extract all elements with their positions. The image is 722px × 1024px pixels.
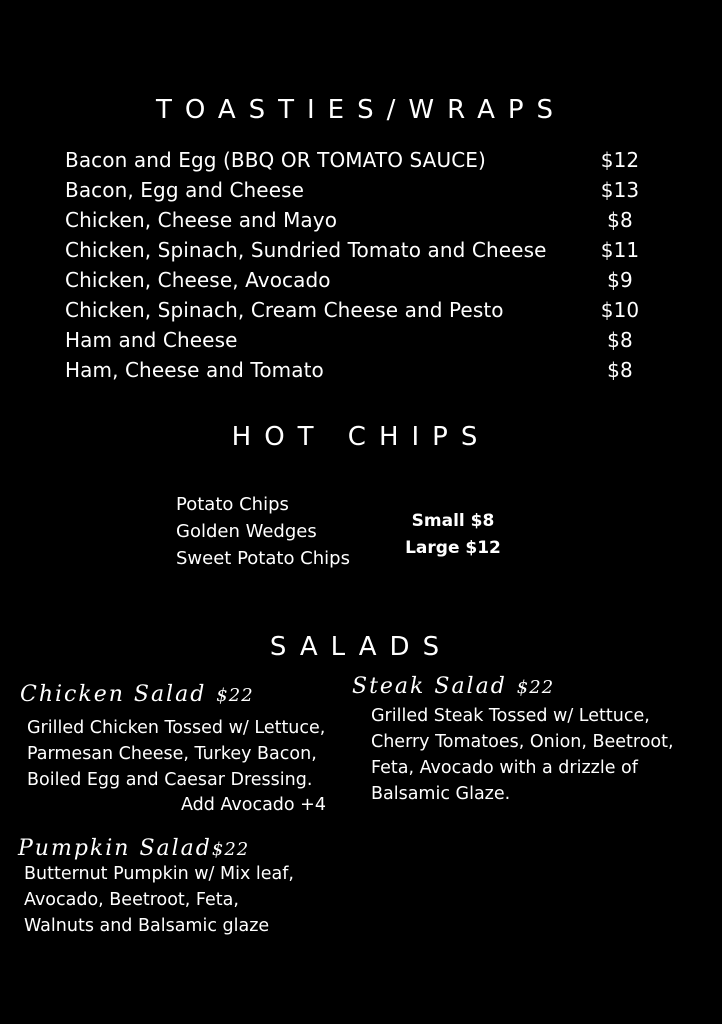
item-name: Bacon, Egg and Cheese bbox=[65, 178, 305, 202]
item-price: $8 bbox=[607, 328, 633, 352]
steak-salad-title bbox=[352, 674, 554, 699]
description-line: Butternut Pumpkin w/ Mix leaf, bbox=[24, 864, 294, 884]
salad-name: Pumpkin Salad bbox=[18, 836, 212, 861]
item-name: Chicken, Spinach, Sundried Tomato and Cheese bbox=[65, 238, 547, 262]
chicken-salad-title bbox=[20, 682, 254, 707]
hot-chips-list bbox=[176, 491, 350, 572]
item-name: Chicken, Spinach, Cream Cheese and Pesto bbox=[65, 298, 504, 322]
description-line: Parmesan Cheese, Turkey Bacon, bbox=[27, 744, 317, 764]
chicken-salad-addon: Add Avocado +4 bbox=[181, 795, 326, 815]
salad-price: $22 bbox=[216, 685, 254, 706]
description-line: Balsamic Glaze. bbox=[371, 784, 511, 804]
item-name: Chicken, Cheese and Mayo bbox=[65, 208, 338, 232]
item-name: Ham, Cheese and Tomato bbox=[65, 358, 324, 382]
toasties-list bbox=[65, 145, 645, 385]
list-item bbox=[65, 355, 645, 385]
pumpkin-salad-description bbox=[24, 861, 294, 939]
list-item bbox=[65, 145, 645, 175]
list-item bbox=[65, 325, 645, 355]
steak-salad-description bbox=[371, 703, 674, 807]
list-item bbox=[65, 295, 645, 325]
item-price: $8 bbox=[607, 358, 633, 382]
salad-price: $22 bbox=[211, 839, 250, 860]
item-price: $10 bbox=[600, 298, 640, 322]
pumpkin-salad-title bbox=[18, 836, 249, 861]
salad-price: $22 bbox=[516, 677, 555, 698]
price-large: Large $12 bbox=[405, 538, 501, 558]
description-line: Avocado, Beetroot, Feta, bbox=[24, 890, 239, 910]
item-price: $13 bbox=[600, 178, 640, 202]
section-title-toasties: TOASTIES/WRAPS bbox=[155, 95, 567, 125]
description-line: Grilled Steak Tossed w/ Lettuce, bbox=[371, 706, 650, 726]
section-title-salads: SALADS bbox=[269, 632, 453, 662]
item-price: $11 bbox=[600, 238, 640, 262]
description-line: Cherry Tomatoes, Onion, Beetroot, bbox=[371, 732, 674, 752]
salad-name: Chicken Salad bbox=[20, 682, 207, 707]
list-item bbox=[65, 235, 645, 265]
section-title-hot-chips: HOT CHIPS bbox=[231, 422, 491, 452]
item-name: Ham and Cheese bbox=[65, 328, 238, 352]
list-item bbox=[65, 205, 645, 235]
list-item: Potato Chips bbox=[176, 494, 289, 515]
item-price: $9 bbox=[607, 268, 633, 292]
item-price: $8 bbox=[607, 208, 633, 232]
hot-chips-prices bbox=[400, 508, 506, 562]
item-name: Bacon and Egg (BBQ OR TOMATO SAUCE) bbox=[65, 148, 486, 172]
list-item: Golden Wedges bbox=[176, 521, 317, 542]
salad-name: Steak Salad bbox=[352, 674, 507, 699]
description-line: Feta, Avocado with a drizzle of bbox=[371, 758, 638, 778]
price-small: Small $8 bbox=[411, 511, 495, 531]
description-line: Grilled Chicken Tossed w/ Lettuce, bbox=[27, 718, 326, 738]
description-line: Walnuts and Balsamic glaze bbox=[24, 916, 270, 936]
list-item bbox=[65, 175, 645, 205]
list-item bbox=[65, 265, 645, 295]
chicken-salad-description bbox=[27, 715, 325, 793]
item-name: Chicken, Cheese, Avocado bbox=[65, 268, 331, 292]
item-price: $12 bbox=[600, 148, 640, 172]
list-item: Sweet Potato Chips bbox=[176, 548, 350, 569]
description-line: Boiled Egg and Caesar Dressing. bbox=[27, 770, 313, 790]
